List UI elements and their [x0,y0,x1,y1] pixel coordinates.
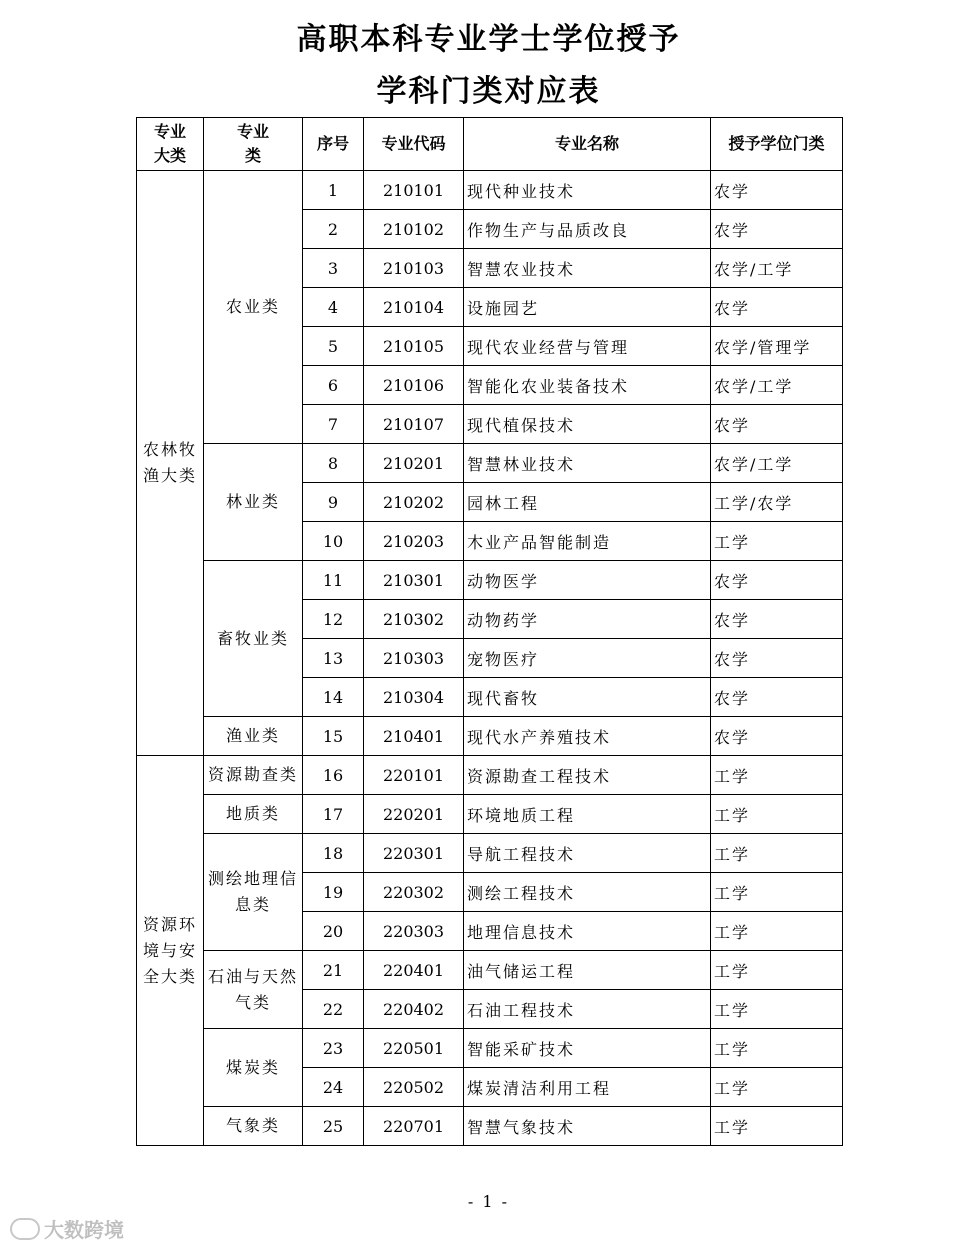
seq-cell: 24 [303,1068,364,1107]
name-cell: 地理信息技术 [464,912,711,951]
seq-cell: 1 [303,171,364,210]
name-cell: 现代水产养殖技术 [464,717,711,756]
category-cell: 农业类 [204,171,303,444]
name-cell: 现代农业经营与管理 [464,327,711,366]
code-cell: 210106 [364,366,464,405]
page-number: - 1 - [467,1192,510,1211]
header-category: 专业 类 [204,118,303,171]
degree-cell: 农学/工学 [711,444,843,483]
name-cell: 园林工程 [464,483,711,522]
seq-cell: 15 [303,717,364,756]
table-row [137,951,843,990]
name-cell: 智慧林业技术 [464,444,711,483]
category-cell: 气象类 [204,1107,303,1146]
code-cell: 220502 [364,1068,464,1107]
category-cell: 林业类 [204,444,303,561]
degree-cell: 农学/管理学 [711,327,843,366]
document-title-line2: 学科门类对应表 [376,74,601,109]
degree-cell: 农学 [711,210,843,249]
name-cell: 智能采矿技术 [464,1029,711,1068]
major-category-cell: 资源环 境与安 全大类 [137,756,204,1146]
seq-cell: 5 [303,327,364,366]
degree-cell: 农学 [711,288,843,327]
watermark-text: 大数跨境 [44,1218,124,1242]
degree-cell: 农学 [711,600,843,639]
degree-cell: 工学 [711,912,843,951]
seq-cell: 14 [303,678,364,717]
degree-cell: 农学 [711,171,843,210]
table-row [137,717,843,756]
name-cell: 木业产品智能制造 [464,522,711,561]
code-cell: 210301 [364,561,464,600]
code-cell: 220701 [364,1107,464,1146]
major-category-cell: 农林牧 渔大类 [137,171,204,756]
header-code: 专业代码 [364,118,464,171]
name-cell: 动物医学 [464,561,711,600]
degree-cell: 农学 [711,717,843,756]
header-major-category: 专业 大类 [137,118,204,171]
header-degree: 授予学位门类 [711,118,843,171]
document-title-line1: 高职本科专业学士学位授予 [296,22,681,57]
code-cell: 220401 [364,951,464,990]
degree-cell: 工学 [711,756,843,795]
seq-cell: 9 [303,483,364,522]
code-cell: 220101 [364,756,464,795]
watermark-logo-icon [10,1218,40,1240]
category-cell: 畜牧业类 [204,561,303,717]
seq-cell: 10 [303,522,364,561]
name-cell: 智慧农业技术 [464,249,711,288]
seq-cell: 25 [303,1107,364,1146]
header-row [137,118,843,171]
seq-cell: 13 [303,639,364,678]
code-cell: 210105 [364,327,464,366]
table-row [137,444,843,483]
seq-cell: 22 [303,990,364,1029]
seq-cell: 18 [303,834,364,873]
category-cell: 石油与天然 气类 [204,951,303,1029]
code-cell: 210102 [364,210,464,249]
degree-cell: 工学 [711,795,843,834]
seq-cell: 23 [303,1029,364,1068]
seq-cell: 21 [303,951,364,990]
table-row [137,561,843,600]
degree-cell: 农学/工学 [711,249,843,288]
name-cell: 资源勘查工程技术 [464,756,711,795]
seq-cell: 6 [303,366,364,405]
code-cell: 210201 [364,444,464,483]
seq-cell: 2 [303,210,364,249]
seq-cell: 7 [303,405,364,444]
code-cell: 220301 [364,834,464,873]
degree-cell: 农学/工学 [711,366,843,405]
table-row [137,1107,843,1146]
name-cell: 宠物医疗 [464,639,711,678]
degree-cell: 农学 [711,405,843,444]
name-cell: 作物生产与品质改良 [464,210,711,249]
name-cell: 油气储运工程 [464,951,711,990]
seq-cell: 17 [303,795,364,834]
code-cell: 210202 [364,483,464,522]
name-cell: 智慧气象技术 [464,1107,711,1146]
category-cell: 测绘地理信 息类 [204,834,303,951]
category-cell: 渔业类 [204,717,303,756]
degree-cell: 工学 [711,990,843,1029]
degree-cell: 工学 [711,1107,843,1146]
seq-cell: 8 [303,444,364,483]
name-cell: 测绘工程技术 [464,873,711,912]
code-cell: 210103 [364,249,464,288]
table-row [137,171,843,210]
code-cell: 210401 [364,717,464,756]
name-cell: 石油工程技术 [464,990,711,1029]
degree-cell: 工学 [711,873,843,912]
degree-cell: 农学 [711,639,843,678]
name-cell: 煤炭清洁利用工程 [464,1068,711,1107]
name-cell: 智能化农业装备技术 [464,366,711,405]
seq-cell: 12 [303,600,364,639]
degree-cell: 工学 [711,1068,843,1107]
table-row [137,1029,843,1068]
category-cell: 资源勘查类 [204,756,303,795]
name-cell: 设施园艺 [464,288,711,327]
degree-cell: 工学 [711,951,843,990]
degree-mapping-table [136,117,843,1146]
code-cell: 210104 [364,288,464,327]
seq-cell: 3 [303,249,364,288]
degree-cell: 工学/农学 [711,483,843,522]
code-cell: 220303 [364,912,464,951]
seq-cell: 19 [303,873,364,912]
degree-cell: 农学 [711,561,843,600]
name-cell: 动物药学 [464,600,711,639]
name-cell: 现代种业技术 [464,171,711,210]
code-cell: 220302 [364,873,464,912]
table-row [137,795,843,834]
seq-cell: 4 [303,288,364,327]
name-cell: 现代畜牧 [464,678,711,717]
category-cell: 煤炭类 [204,1029,303,1107]
degree-cell: 农学 [711,678,843,717]
code-cell: 210303 [364,639,464,678]
name-cell: 现代植保技术 [464,405,711,444]
code-cell: 210107 [364,405,464,444]
table-row [137,834,843,873]
code-cell: 220201 [364,795,464,834]
seq-cell: 20 [303,912,364,951]
category-cell: 地质类 [204,795,303,834]
degree-cell: 工学 [711,834,843,873]
watermark [10,1214,124,1243]
header-seq: 序号 [303,118,364,171]
code-cell: 210302 [364,600,464,639]
code-cell: 210304 [364,678,464,717]
code-cell: 220402 [364,990,464,1029]
table-row [137,756,843,795]
header-name: 专业名称 [464,118,711,171]
name-cell: 环境地质工程 [464,795,711,834]
seq-cell: 11 [303,561,364,600]
code-cell: 210101 [364,171,464,210]
code-cell: 210203 [364,522,464,561]
name-cell: 导航工程技术 [464,834,711,873]
degree-cell: 工学 [711,522,843,561]
degree-cell: 工学 [711,1029,843,1068]
code-cell: 220501 [364,1029,464,1068]
seq-cell: 16 [303,756,364,795]
